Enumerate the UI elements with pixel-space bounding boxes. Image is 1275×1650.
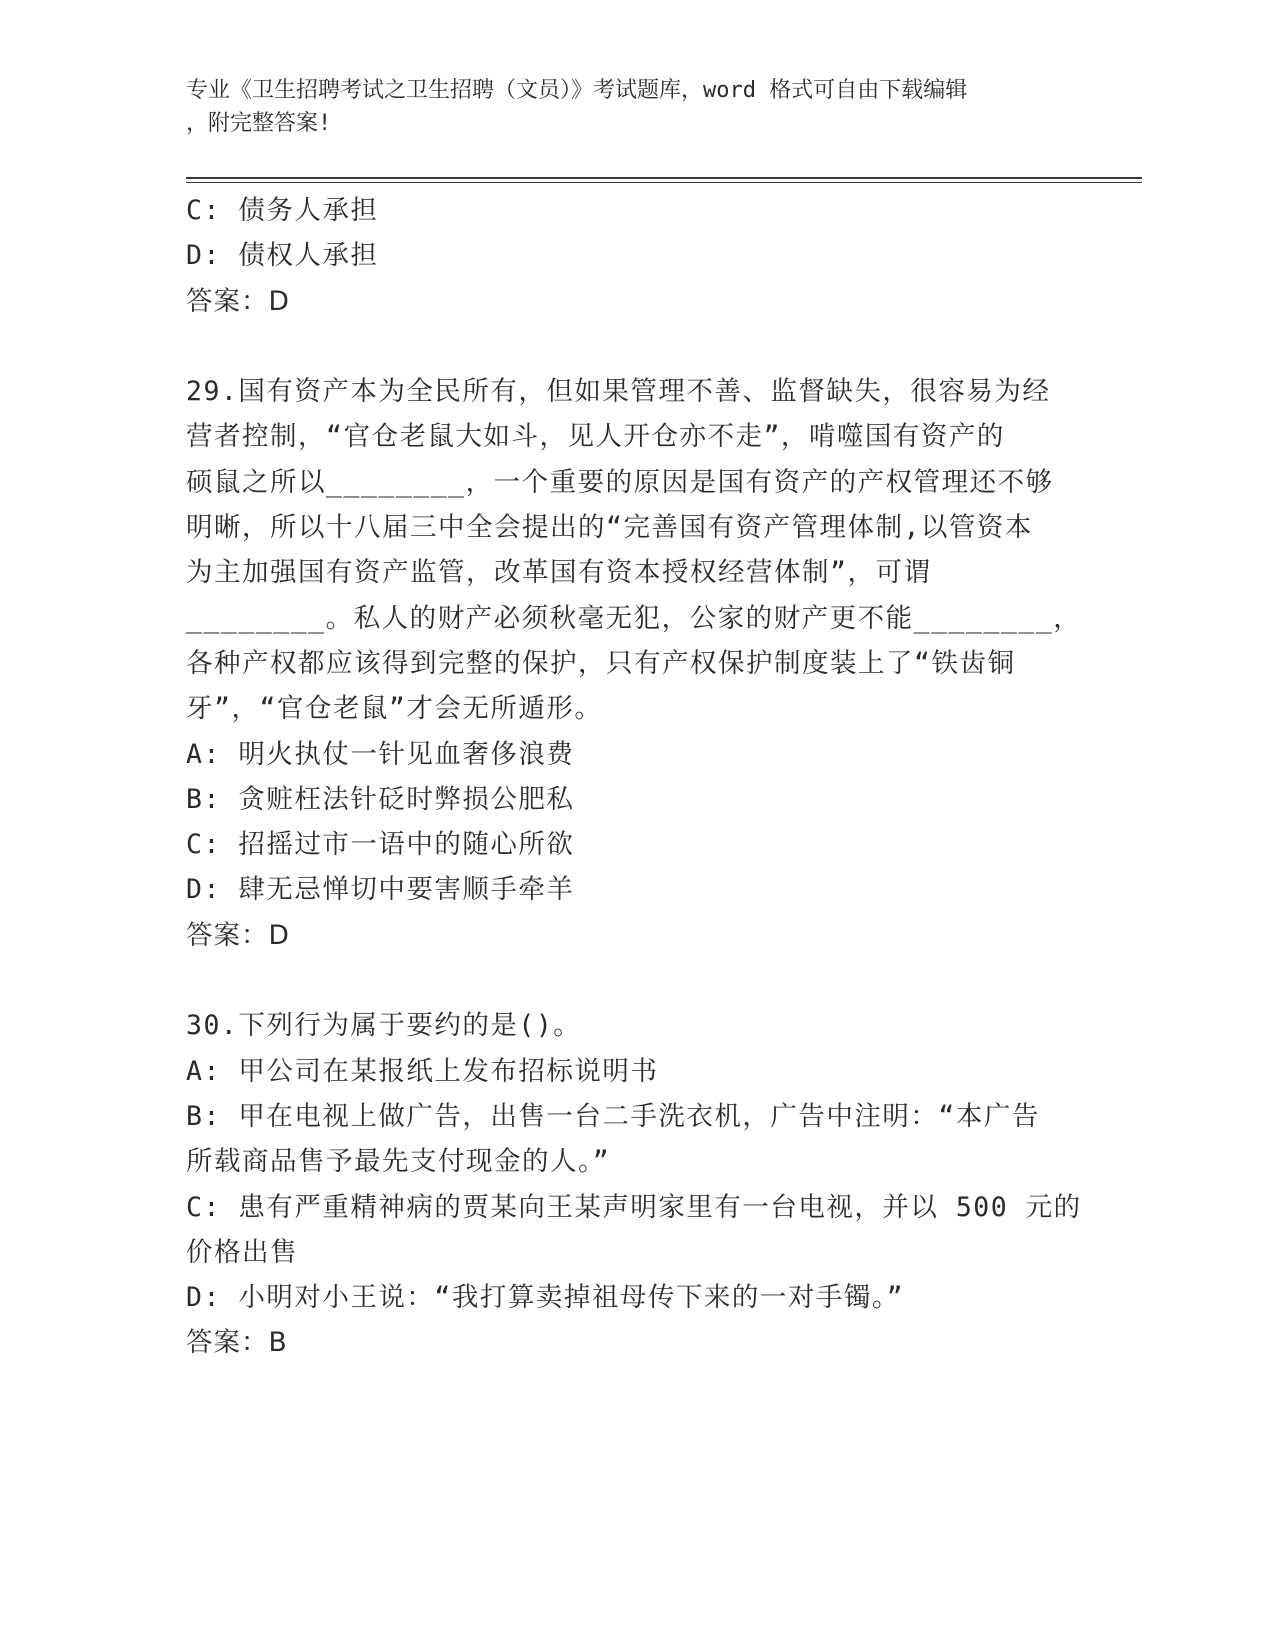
question-29 [186, 369, 1086, 958]
header-rule-thin [186, 182, 1142, 183]
document-header [186, 74, 1056, 140]
question-30-option-b-line-1: B: 甲在电视上做广告，出售一台二手洗衣机，广告中注明：“本广告 [186, 1100, 1040, 1132]
stem-line: 明晰，所以十八届三中全会提出的“完善国有资产管理体制,以管资本 [186, 512, 1033, 544]
question-29-answer: 答案：D [186, 919, 290, 951]
question-29-stem [186, 369, 1086, 731]
stem-line: 营者控制，“官仓老鼠大如斗，见人开仓亦不走”，啃噬国有资产的 [186, 421, 1005, 453]
stem-line: 各种产权都应该得到完整的保护，只有产权保护制度装上了“铁齿铜 [186, 647, 1016, 679]
question-29-option-b: B: 贪赃枉法针砭时弊损公肥私 [186, 783, 575, 815]
question-30-answer: 答案：B [186, 1327, 288, 1359]
question-30-option-b-line-2: 所载商品售予最先支付现金的人。” [186, 1146, 611, 1178]
header-line-2: ，附完整答案! [186, 111, 332, 136]
stem-line: 29.国有资产本为全民所有，但如果管理不善、监督缺失，很容易为经 [186, 376, 1051, 408]
header-line-1: 专业《卫生招聘考试之卫生招聘（文员）》考试题库，word 格式可自由下载编辑 [186, 78, 968, 103]
prev-answer: 答案：D [186, 285, 290, 317]
prev-option-d: D: 债权人承担 [186, 240, 379, 272]
stem-line: 硕鼠之所以________，一个重要的原因是国有资产的产权管理还不够 [186, 466, 1054, 498]
question-30 [186, 1003, 1086, 1365]
question-30-option-a: A: 甲公司在某报纸上发布招标说明书 [186, 1055, 659, 1087]
spacer [186, 958, 1086, 1003]
stem-line: 为主加强国有资产监管，改革国有资本授权经营体制”，可谓 [186, 557, 932, 589]
question-30-option-d: D: 小明对小王说：“我打算卖掉祖母传下来的一对手镯。” [186, 1282, 905, 1314]
prev-option-c: C: 债务人承担 [186, 195, 379, 226]
question-29-option-c: C: 招摇过市一语中的随心所欲 [186, 829, 575, 861]
stem-line: ________。私人的财产必须秋毫无犯，公家的财产更不能________， [186, 602, 1082, 634]
stem-line: 牙”，“官仓老鼠”才会无所遁形。 [186, 693, 603, 725]
question-30-stem: 30.下列行为属于要约的是()。 [186, 1010, 582, 1042]
document-body [186, 188, 1086, 1366]
question-29-option-a: A: 明火执仗一针见血奢侈浪费 [186, 738, 575, 770]
question-29-option-d: D: 肆无忌惮切中要害顺手牵羊 [186, 874, 575, 906]
spacer [186, 324, 1086, 369]
question-30-option-c-line-2: 价格出售 [186, 1236, 298, 1268]
question-30-option-c-line-1: C: 患有严重精神病的贾某向王某声明家里有一台电视，并以 500 元的 [186, 1191, 1082, 1223]
header-rule-thick [186, 177, 1142, 179]
